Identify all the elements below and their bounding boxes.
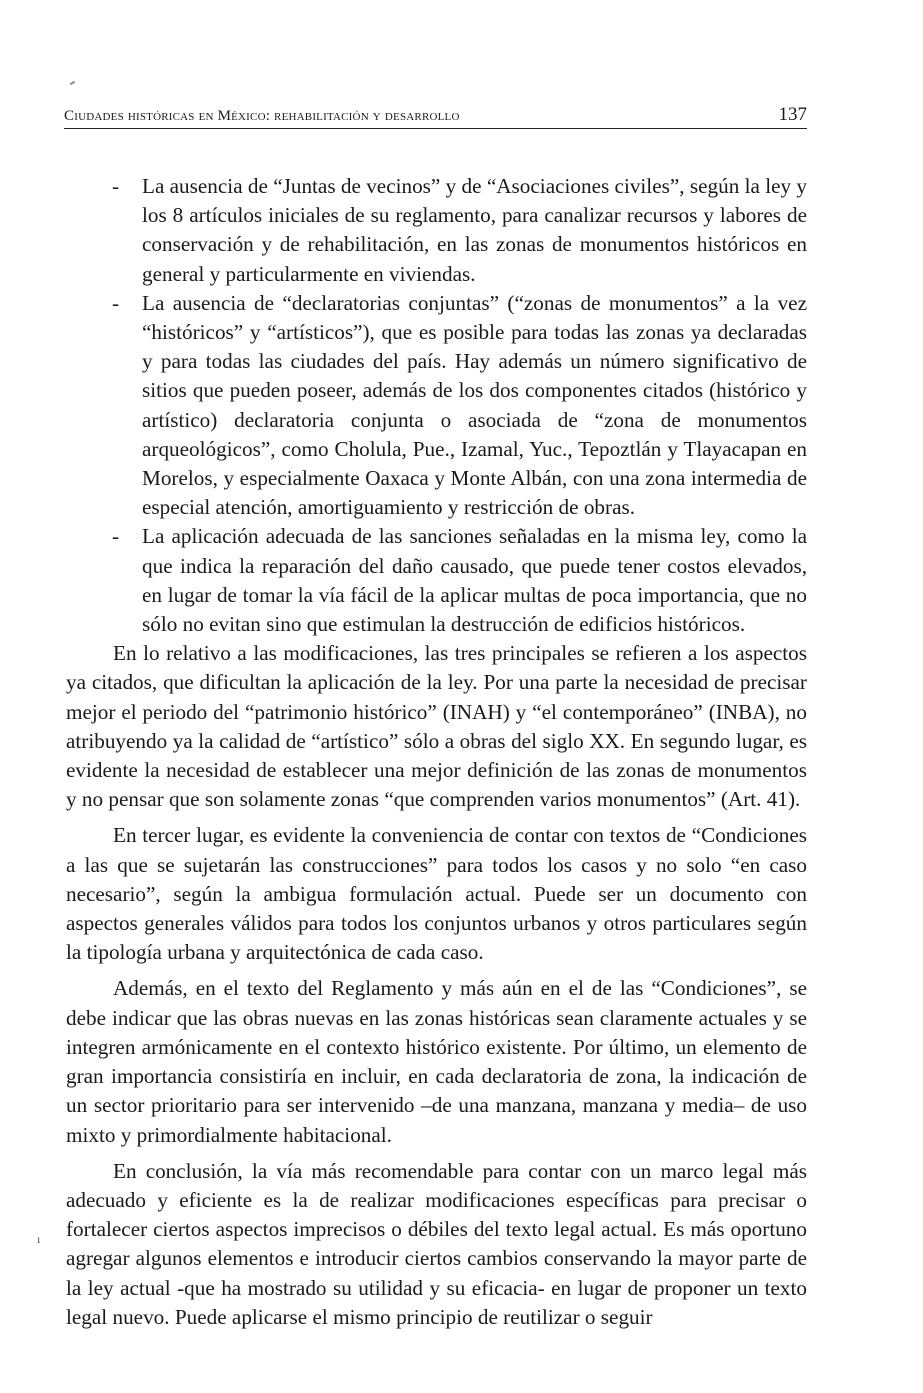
paragraph: En lo relativo a las modificaciones, las tres principales se refieren a los aspectos ya citados, que dificultan la aplicación de la ley. Por una parte la necesidad de precisar mejor el periodo del “patrimonio histórico” (INAH) y “el contemporáneo” (INBA), no atribuyendo ya la calidad de “artístico” sólo a obras del siglo XX. En segundo lugar, es evidente la necesidad de establecer una mejor definición de las zonas de monumentos y no pensar que son solamente zonas “que comprenden varios monumentos” (Art. 41).: [66, 641, 807, 812]
running-header-title: Ciudades históricas en México: rehabilitación y desarrollo: [64, 108, 460, 124]
list-item: [66, 289, 807, 523]
paragraph: En tercer lugar, es evidente la conveniencia de contar con textos de “Condiciones a las que se sujetarán las construcciones” para todos los casos y no solo “en caso necesario”, según la ambigua formulación actual. Puede ser un documento con aspectos generales válidos para todos los conjuntos urbanos y otros particulares según la tipología urbana y arquitectónica de cada caso.: [66, 823, 807, 965]
list-item-text: La aplicación adecuada de las sanciones señaladas en la misma ley, como la que indica la reparación del daño causado, que puede tener costos elevados, en lugar de tomar la vía fácil de la aplicar multas de poca importancia, que no sólo no evitan sino que estimulan la destrucción de edificios históricos.: [142, 524, 807, 637]
bullet-dash: -: [112, 524, 120, 549]
main-text: [66, 172, 807, 1332]
paragraph: Además, en el texto del Reglamento y más aún en el de las “Condiciones”, se debe indicar que las obras nuevas en las zonas históricas sean claramente actuales y se integren armónicamente en el contexto histórico existente. Por último, un elemento de gran importancia consistiría en incluir, en cada declaratoria de zona, la indicación de un sector prioritario para ser intervenido –de una manzana, manzana y media– de uso mixto y primordialmente habitacional.: [66, 976, 807, 1147]
running-header: [64, 100, 807, 129]
paragraph: En conclusión, la vía más recomendable para contar con un marco legal más adecuado y eficiente es la de realizar modificaciones específicas para precisar o fortalecer ciertos aspectos imprecisos o débiles del texto legal actual. Es más oportuno agregar algunos elementos e introducir ciertos cambios conservando la mayor parte de la ley actual -que ha mostrado su utilidad y su eficacia- en lugar de proponer un texto legal nuevo. Puede aplicarse el mismo principio de reutilizar o seguir: [66, 1158, 807, 1329]
bullet-dash: -: [112, 290, 120, 315]
scan-speck: [70, 81, 75, 85]
margin-speck: ı: [37, 1232, 41, 1246]
page-number: 137: [778, 104, 807, 125]
list-item-text: La ausencia de “declaratorias conjuntas” (“zonas de monumentos” a la vez “históricos” y “artísticos”), que es posible para todas las zonas ya declaradas y para todas las ciudades del país. Hay además un número significativo de sitios que pueden poseer, además de los dos componentes citados (histórico y artístico) declaratoria conjunta o asociada de “zona de monumentos arqueológicos”, como Cholula, Pue., Izamal, Yuc., Tepoztlán y Tlayacapan en Morelos, y especialmente Oaxaca y Monte Albán, con una zona intermedia de especial atención, amortiguamiento y restricción de obras.: [142, 290, 807, 520]
list-item: [66, 172, 807, 289]
list-item-text: La ausencia de “Juntas de vecinos” y de “Asociaciones civiles”, según la ley y los 8 artículos iniciales de su reglamento, para canalizar recursos y labores de conservación y de rehabilitación, en las zonas de monumentos históricos en general y particularmente en viviendas.: [142, 174, 807, 286]
bullet-dash: -: [112, 174, 120, 198]
list-item: [66, 522, 807, 639]
bullet-list: [66, 172, 807, 639]
